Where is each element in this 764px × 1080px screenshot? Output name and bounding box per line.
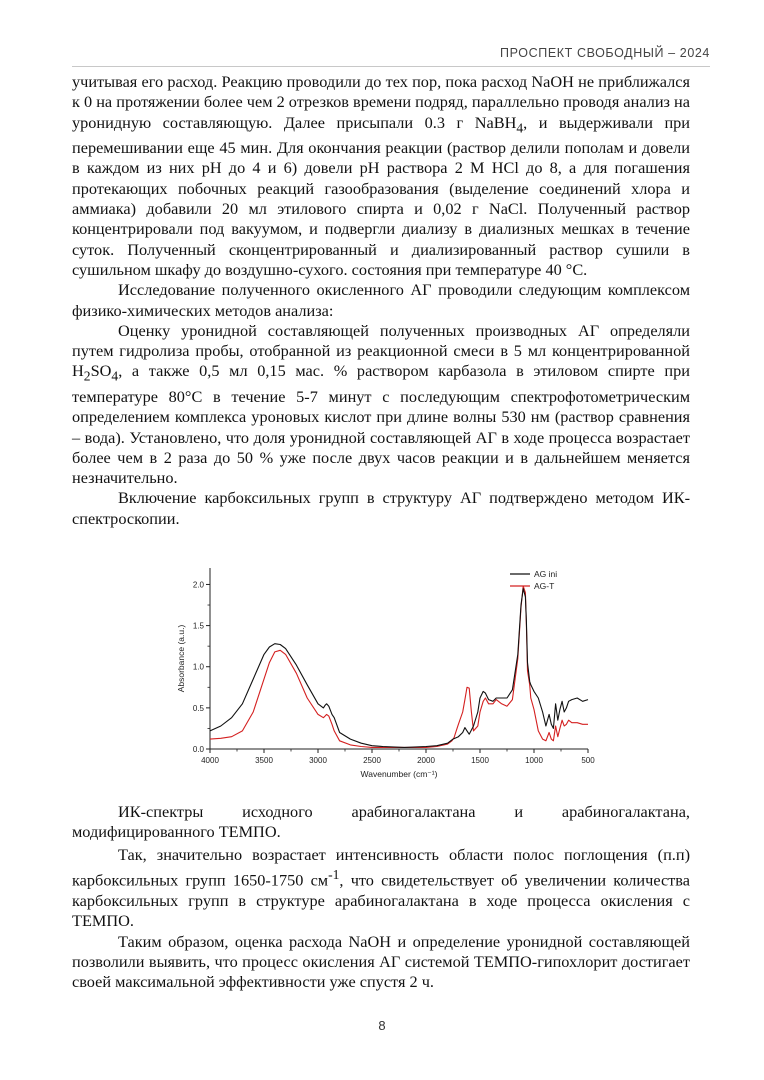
x-tick-label: 2500 <box>363 756 381 765</box>
x-tick-label: 3500 <box>255 756 273 765</box>
legend-label: AG-T <box>534 581 555 591</box>
x-tick-label: 500 <box>581 756 595 765</box>
header-title: ПРОСПЕКТ СВОБОДНЫЙ – 2024 <box>500 46 710 60</box>
legend-label: AG ini <box>534 569 558 579</box>
x-tick-label: 1500 <box>471 756 489 765</box>
paragraph-1: учитывая его расход. Реакцию проводили до тех пор, пока расход NaOH не приближался к 0 на протяжении более чем 2 отрезков времени подряд, параллельно проводя анализ на уронидную составляющую. Далее присыпали 0.3 г NaBH$_4$, и выдерживали при перемешивании еще 45 мин. Для окончания реакции (раствор делили пополам и довели в каждом из них pH до 4 и 6) довели pH раствора 2 М HCl до 8, а для погашения протекающих побочных реакций газообразования (выделение соединений хлора и аммиака) добавили 20 мл этилового спирта и 0,02 г NaCl. Полученный раствор концентрировали под вакуумом, и подвергли диализу в диализных мешках в течение суток. Полученный сконцентрированный и диализированный раствор сушили в сушильном шкафу до воздушно-сухого. состояния при температуре 40 °С. <box>72 72 691 279</box>
paragraph-6: Таким образом, оценка расхода NaOH и определение уронидной составляющей позволили выявить, что процесс окисления АГ системой ТЕМПО-гипохлорит достигает своей максимальной эффективности уже спустя 2 ч. <box>72 931 690 992</box>
y-tick-label: 1.0 <box>192 662 204 672</box>
body-text-upper <box>72 72 690 529</box>
paragraph-4: Включение карбоксильных групп в структуру АГ подтверждено методом ИК-спектроскопии. <box>72 488 690 528</box>
x-tick-label: 2000 <box>417 756 435 765</box>
y-tick-label: 0.5 <box>192 703 204 713</box>
paragraph-2: Исследование полученного окисленного АГ проводили следующим комплексом физико-химических методов анализа: <box>72 280 690 320</box>
ir-spectrum-chart <box>168 558 595 788</box>
x-tick-label: 1000 <box>525 756 543 765</box>
figure-caption: ИК-спектры исходного арабиногалактана и арабиногалактана, модифицированного ТЕМПО. <box>72 802 690 842</box>
series-line-ag-t <box>210 586 588 747</box>
page-number: 8 <box>378 1018 386 1033</box>
body-text-lower <box>72 845 690 993</box>
y-tick-label: 2.0 <box>192 580 204 590</box>
x-tick-label: 4000 <box>201 756 219 765</box>
paragraph-5: Так, значительно возрастает интенсивность области полос поглощения (п.п) карбоксильных групп 1650-1750 $см^{-1}$, что свидетельствует об увеличении количества карбоксильных групп в структуре арабиногалактана в ходе процесса окисления с ТЕМПО. <box>72 845 690 931</box>
y-axis-label: Absorbance (a.u.) <box>176 624 186 693</box>
series-line-ag-ini <box>210 589 588 748</box>
header-divider <box>72 66 710 67</box>
x-axis-label: Wavenumber (cm⁻¹) <box>360 769 438 779</box>
y-tick-label: 0.0 <box>192 745 204 754</box>
paragraph-3: Оценку уронидной составляющей полученных производных АГ определяли путем гидролиза пробы, отобранной из реакционной смеси в 5 мл концентрированной $H_2SO_4$, а также 0,5 мл 0,15 мас. % раствором карбазола в этиловом спирте при температуре 80°С в течение 5-7 минут с последующим спектрофотометрическим определением комплекса уроновых кислот при длине волны 530 нм (раствор сравнения – вода). Установлено, что доля уронидной составляющей АГ в ходе процесса возрастает более чем в 2 раза до 50 % уже после двух часов реакции и в дальнейшем меняется незначительно. <box>72 320 690 488</box>
y-tick-label: 1.5 <box>192 621 204 631</box>
x-tick-label: 3000 <box>309 756 327 765</box>
